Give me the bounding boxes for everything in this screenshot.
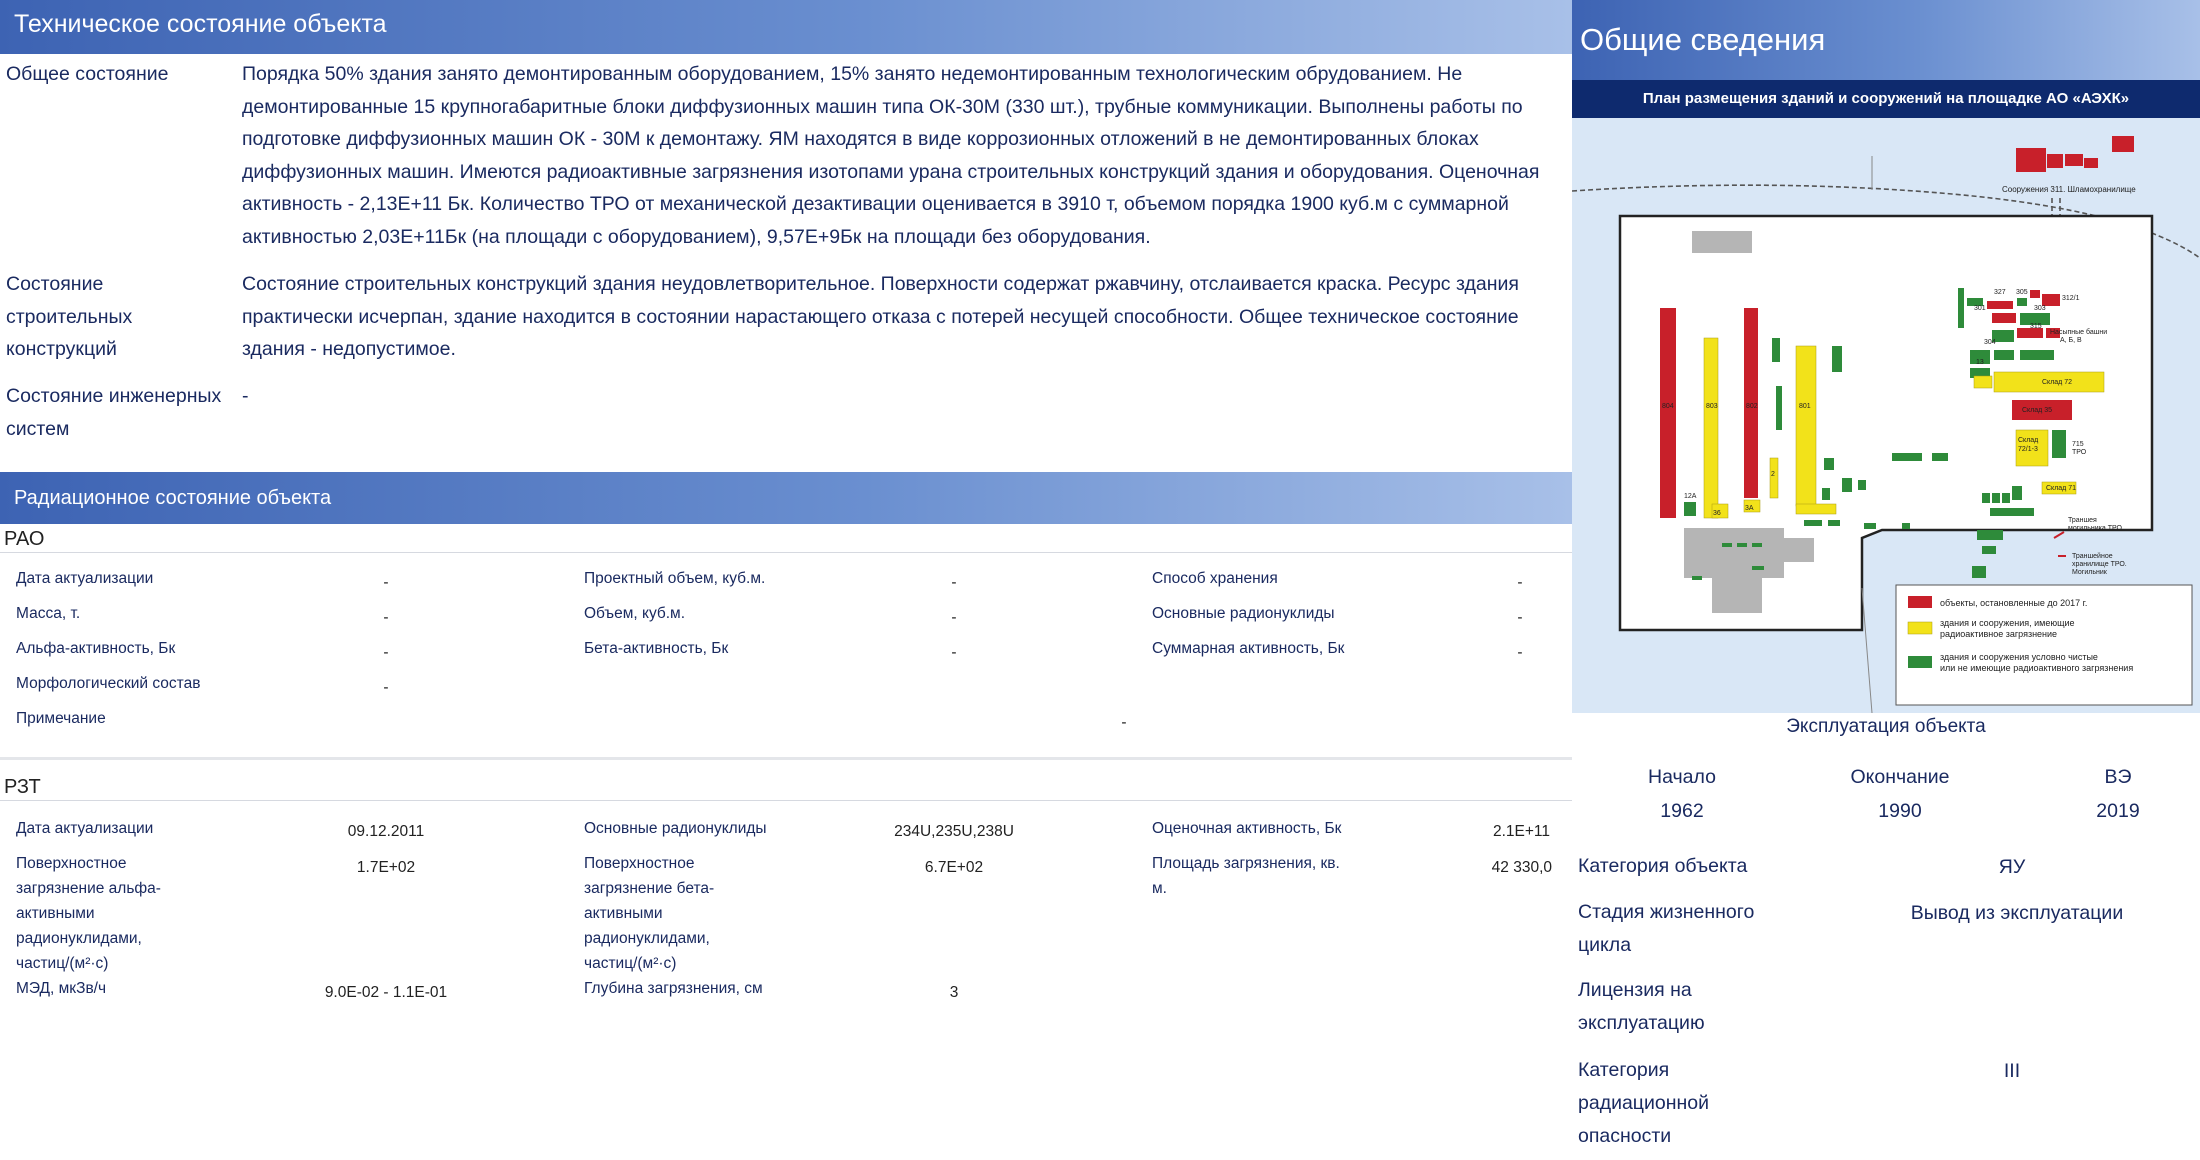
rao-proj-vol-label: Проектный объем, куб.м. [584, 570, 766, 587]
rao-alpha-label: Альфа-активность, Бк [16, 640, 176, 657]
engineering-state-value: - [242, 385, 249, 407]
general-info-header: Общие сведения [1572, 0, 2200, 80]
rao-mass-label: Масса, т. [16, 605, 81, 622]
rao-date-label: Дата актуализации [16, 570, 154, 587]
map-label: Склад 71 [2046, 485, 2076, 492]
map-label: ТРО [2072, 449, 2087, 456]
rzt-surf-alpha-value: 1.7E+02 [356, 859, 416, 876]
legend-label: или не имеющие радиоактивного загрязнения [1940, 663, 2134, 673]
label-line: Поверхностное [16, 855, 127, 872]
rzt-nuclides-value: 234U,235U,238U [894, 823, 1014, 840]
label-line: загрязнение бета- [584, 880, 715, 897]
general-state-label: Общее состояние [6, 63, 169, 85]
rao-date-value: - [383, 574, 389, 591]
label-line: загрязнение альфа- [16, 880, 161, 897]
legend-label: радиоактивное загрязнение [1940, 629, 2058, 639]
start-head: Начало [1648, 766, 1716, 788]
rzt-nuclides-label: Основные радионуклиды [584, 820, 767, 837]
rao-nuclides-value: - [1517, 609, 1523, 626]
divider [0, 800, 1572, 801]
label-line: радиационной [1578, 1092, 1709, 1114]
map-label: 304 [1984, 339, 1996, 346]
map-label: 301 [1974, 305, 1986, 312]
ve-head: ВЭ [2104, 766, 2132, 788]
map-label: 303 [2034, 305, 2046, 312]
ve-year: 2019 [2096, 800, 2140, 822]
rao-alpha-value: - [383, 644, 389, 661]
label-line: радионуклидами, [16, 930, 142, 947]
label-line: систем [6, 417, 70, 440]
map-label: 72/1-3 [2018, 446, 2038, 453]
label-line: частиц/(м²·с) [584, 955, 677, 972]
label-line: опасности [1578, 1125, 1672, 1147]
rao-sum-act-value: - [1517, 644, 1523, 661]
map-label: 312/1 [2062, 295, 2080, 302]
rao-note-value: - [1121, 714, 1127, 731]
site-plan-svg [1572, 118, 2200, 713]
map-label: хранилище ТРО. [2072, 561, 2127, 568]
rzt-est-act-value: 2.1E+11 [1492, 823, 1550, 840]
label-line: активными [16, 905, 95, 922]
lifecycle-stage-label [1578, 896, 1754, 962]
map-label: Сооружения 311. Шламохранилище [2002, 185, 2136, 194]
license-label [1578, 974, 1705, 1040]
map-label: 803 [1706, 403, 1718, 410]
label-line: Состояние инженерных [6, 385, 222, 407]
rao-morph-value: - [383, 679, 389, 696]
start-year: 1962 [1660, 800, 1704, 822]
text-line: активностью 2,03Е+11Бк (на площади с оборудованием), 9,57Е+9Бк на площади без оборудования. [242, 225, 1151, 248]
end-head: Окончание [1850, 766, 1950, 788]
rzt-dose-value: 9.0E-02 - 1.1E-01 [324, 984, 448, 1001]
label-line: Площадь загрязнения, кв. [1152, 855, 1340, 872]
label-line: частиц/(м²·с) [16, 955, 109, 972]
map-label: Склад 72 [2042, 379, 2072, 386]
rzt-depth-value: 3 [949, 984, 959, 1001]
rad-category-label [1578, 1054, 1709, 1153]
rao-nuclides-label: Основные радионуклиды [1152, 605, 1335, 622]
lifecycle-stage-value: Вывод из эксплуатации [1910, 902, 2124, 924]
map-label: 804 [1662, 403, 1674, 410]
legend-label: объекты, остановленные до 2017 г. [1940, 598, 2088, 608]
rzt-title: РЗТ [4, 776, 41, 798]
rao-note-label: Примечание [16, 710, 106, 727]
label-line: эксплуатацию [1578, 1012, 1705, 1034]
rzt-date-value: 09.12.2011 [347, 823, 425, 840]
radiation-state-header: Радиационное состояние объекта [0, 472, 1572, 524]
rao-vol-value: - [951, 609, 957, 626]
label-line: Состояние [6, 273, 104, 295]
label-line: Лицензия на [1578, 979, 1692, 1001]
category-label: Категория объекта [1578, 855, 1748, 877]
map-label: Могильник [2072, 569, 2107, 576]
rad-category-value: III [2003, 1060, 2021, 1082]
text-line: Состояние строительных конструкций здания неудовлетворительное. Поверхности содержат ржавчину, отслаивается краска. Ресурс здания [242, 273, 1519, 295]
map-label: Траншейное [2072, 553, 2113, 560]
text-line: активность - 2,13Е+11 Бк. Количество ТРО от механической дезактивации оценивается в 3910 т, объемом порядка 1900 куб.м с суммарной [242, 193, 1509, 215]
rzt-surf-alpha-label [16, 851, 161, 976]
rao-beta-value: - [951, 644, 957, 661]
label-line: конструкций [6, 338, 117, 360]
map-label: 36 [1713, 510, 1721, 517]
rao-morph-label: Морфологический состав [16, 675, 201, 692]
map-label: 13 [1976, 359, 1984, 366]
site-plan-map[interactable] [1572, 80, 2200, 713]
rao-sum-act-label: Суммарная активность, Бк [1152, 640, 1345, 657]
map-label: 715 [2072, 441, 2084, 448]
map-label: могильника ТРО [2068, 525, 2122, 532]
legend-label: здания и сооружения, имеющие [1940, 618, 2075, 628]
map-label: Склад 35 [2022, 407, 2052, 414]
rao-vol-label: Объем, куб.м. [584, 605, 686, 622]
label-line: Категория [1578, 1059, 1670, 1081]
rao-title: РАО [4, 528, 45, 550]
rao-proj-vol-value: - [951, 574, 957, 591]
label-line: цикла [1578, 934, 1632, 956]
map-label: Насыпные башни [2050, 329, 2108, 336]
rzt-dose-label: МЭД, мкЗв/ч [16, 980, 107, 997]
rao-mass-value: - [383, 609, 389, 626]
text-line: демонтированные 15 крупногабаритные блоки диффузионных машин типа ОК-30М (330 шт.), трубные коммуникации. Выполнены работы по [242, 95, 1523, 118]
rao-storage-value: - [1517, 574, 1523, 591]
map-label: 315 [2030, 323, 2042, 330]
structures-state-text [242, 268, 1562, 366]
text-line: диффузионных машин. Имеются радиоактивные загрязнения изотопами урана строительных конструкций здания и оборудования. Оценочная [242, 160, 1540, 183]
rzt-area-value: 42 330,0 [1491, 859, 1552, 876]
text-line: здания - недопустимое. [242, 338, 456, 360]
general-state-text [242, 58, 1562, 253]
map-label: 305 [2016, 289, 2028, 296]
label-line: Поверхностное [584, 855, 695, 872]
category-value: ЯУ [1998, 856, 2026, 878]
end-year: 1990 [1878, 800, 1922, 822]
map-banner: План размещения зданий и сооружений на площадке АО «АЭХК» [1572, 80, 2200, 118]
engineering-state-label [6, 380, 236, 445]
text-line: подготовке диффузионных машин ОК - 30М к демонтажу. ЯМ находятся в виде коррозионных отложений в не демонтированных блоках [242, 128, 1479, 150]
rao-storage-label: Способ хранения [1152, 570, 1278, 587]
rzt-date-label: Дата актуализации [16, 820, 154, 837]
exploitation-title: Эксплуатация объекта [1786, 716, 1986, 737]
rzt-surf-beta-label [584, 851, 714, 976]
rzt-depth-label: Глубина загрязнения, см [584, 980, 763, 997]
rzt-est-act-label: Оценочная активность, Бк [1152, 820, 1342, 837]
label-line: Стадия жизненного [1578, 901, 1755, 923]
structures-state-label [6, 268, 236, 366]
map-label: А, Б, В [2060, 337, 2082, 344]
tech-state-header: Техническое состояние объекта [0, 0, 1572, 54]
map-label: 802 [1746, 403, 1758, 410]
right-panel [1572, 0, 2200, 1160]
map-label: Траншея [2068, 517, 2097, 524]
map-label: 801 [1799, 403, 1811, 410]
map-label: 2 [1771, 471, 1775, 478]
map-label: Склад [2018, 437, 2039, 444]
legend-label: здания и сооружения условно чистые [1940, 652, 2098, 662]
label-line: строительных [6, 305, 133, 328]
map-label: 12А [1684, 493, 1697, 500]
map-label: 327 [1994, 289, 2006, 296]
rzt-area-label [1152, 851, 1340, 901]
rao-beta-label: Бета-активность, Бк [584, 640, 729, 657]
label-line: м. [1152, 880, 1167, 897]
text-line: практически исчерпан, здание находится в состоянии нарастающего отказа с потерей несущей способности. Общее техническое состояние [242, 305, 1519, 328]
label-line: радионуклидами, [584, 930, 710, 947]
rzt-surf-beta-value: 6.7E+02 [924, 859, 984, 876]
label-line: активными [584, 905, 663, 922]
map-label: 3А [1745, 505, 1754, 512]
text-line: Порядка 50% здания занято демонтированным оборудованием, 15% занято недемонтированным технологическим обрудованием. Не [242, 63, 1463, 85]
